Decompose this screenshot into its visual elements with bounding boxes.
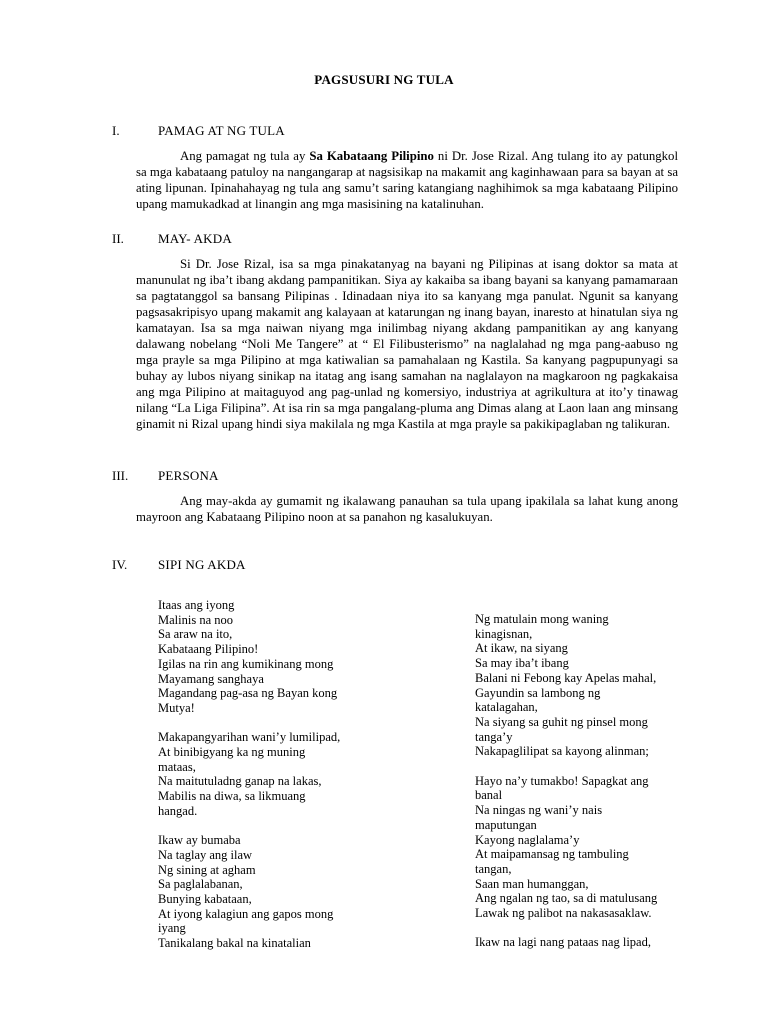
- paragraph-author: Si Dr. Jose Rizal, isa sa mga pinakatanyag na bayani ng Pilipinas at isang doktor sa mata at manunulat ng iba’t ibang akdang pampanitikan. Siya ay kakaiba sa ibang bayani sa kanyang pamamaraan sa pagtatanggol sa bansang Pilipinas . Idinadaan niya ito sa kanyang mga panulat. Ngunit sa kanyang pagsasakripisyo upang makamit ang kalayaan at katarungan ng inang bayan, inaresto at hinatulan siya ng kamatayan. Isa sa mga naiwan niyang mga inilimbag niyang akdang pampanitikan ay ang kanyang dalawang nobelang “Noli Me Tangere” at “ El Filibusterismo” na naglalahad ng mga pang-aabuso ng mga prayle sa mga Pilipino at mga katiwalian sa pamahalaan ng Kastila. Sa kanyang pagpupunyagi sa buhay ay lubos niyang sinikap na itatag ang isang samahan na naglalayon na magkaroon ng pagkakaisa ang mga Pilipino at maitaguyod ang pag-unlad ng komersiyo, industriya at agrikultura at ito’y tinawag nilang “La Liga Filipina”. At isa rin sa mga pangalang-pluma ang Dimas alang at Laon laan ang minsang ginamit ni Rizal upang hindi siya makilala ng mga Kastila at mga prayle sa pakikipaglaban ng talikuran.: [136, 257, 678, 431]
- poem-column-left: [158, 598, 340, 951]
- poem-line: Itaas ang iyong: [158, 598, 235, 612]
- section-number-3: III.: [112, 468, 129, 483]
- poem-line: Ikaw ay bumaba: [158, 833, 241, 848]
- poem-line: hangad.: [158, 803, 198, 818]
- poem-line: Sa may iba’t ibang: [475, 656, 569, 671]
- poem-line: Bunying kabataan,: [158, 892, 252, 907]
- section-number-4: IV.: [112, 557, 128, 572]
- poem-line: [158, 819, 340, 834]
- poem-line: Gayundin sa lambong ng: [475, 685, 601, 700]
- poem-line: Kayong naglalama’y: [475, 832, 580, 847]
- poem-line: Lawak ng palibot na nakasasaklaw.: [475, 906, 652, 921]
- poem-column-right: [475, 612, 657, 950]
- poem-line: Makapangyarihan wani’y lumilipad,: [158, 730, 341, 745]
- paragraph-text: ni Dr. Jose Rizal. Ang tulang ito ay patungkol sa mga kabataang patuloy na nangangarap at nagsisikap na makamit ang kaginhawaan para sa bayan at sa ating lipunan. Ipinahahayag ng tula ang samu’t saring katangiang naghihimok sa mga kabataang Pilipino upang mamukadkad at linangin ang mga masisining na katalinuhan.: [136, 149, 679, 211]
- poem-line: iyang: [158, 921, 186, 936]
- poem-line: kinagisnan,: [475, 626, 533, 641]
- poem-line: Ang ngalan ng tao, sa di matulusang: [475, 891, 658, 906]
- poem-line: banal: [475, 788, 503, 803]
- poem-line: At maipamansag ng tambuling: [475, 847, 629, 862]
- document-title: PAGSUSURI NG TULA: [314, 72, 454, 87]
- poem-line: Ikaw na lagi nang pataas nag lipad,: [475, 935, 651, 950]
- section-heading-excerpt: SIPI NG AKDA: [158, 557, 246, 572]
- poem-line: At ikaw, na siyang: [475, 641, 568, 656]
- poem-line: Hayo na’y tumakbo! Sapagkat ang: [475, 773, 649, 788]
- poem-line: Na ningas ng wani’y nais: [475, 803, 603, 818]
- paragraph-text: Ang pamagat ng tula ay: [180, 149, 310, 163]
- poem-line: tangan,: [475, 861, 512, 876]
- poem-line: Nakapaglilipat sa kayong alinman;: [475, 744, 649, 759]
- poem-line: Magandang pag-asa ng Bayan kong: [158, 686, 338, 701]
- poem-line: Sa araw na ito,: [158, 627, 233, 642]
- poem-line: Igilas na rin ang kumikinang mong: [158, 656, 334, 671]
- poem-line: Kabataang Pilipino!: [158, 642, 259, 657]
- section-number-2: II.: [112, 231, 124, 246]
- poem-line: Sa paglalabanan,: [158, 877, 243, 892]
- poem-line: Ng sining at agham: [158, 862, 256, 877]
- poem-line: Mayamang sanghaya: [158, 671, 264, 686]
- poem-line: At binibigyang ka ng muning: [158, 745, 306, 760]
- poem-line: Na maitutuladng ganap na lakas,: [158, 774, 322, 789]
- poem-line: Balani ni Febong kay Apelas mahal,: [475, 670, 657, 685]
- paragraph-persona: Ang may-akda ay gumamit ng ikalawang panauhan sa tula upang ipakilala sa lahat kung anong mayroon ang Kabataang Pilipino noon at sa panahon ng kasalukuyan.: [136, 494, 678, 524]
- poem-line: Na siyang sa guhit ng pinsel mong: [475, 714, 648, 729]
- poem-line: mataas,: [158, 759, 196, 774]
- section-heading-persona: PERSONA: [158, 468, 219, 483]
- poem-line: tanga’y: [475, 729, 513, 744]
- poem-line: Tanikalang bakal na kinatalian: [158, 936, 311, 951]
- section-heading-title-of-poem: PAMAG AT NG TULA: [158, 123, 285, 138]
- section-number-1: I.: [112, 123, 120, 138]
- poem-line: [475, 759, 657, 774]
- poem-line: Mutya!: [158, 700, 195, 715]
- poem-title-bold: Sa Kabataang Pilipino: [309, 149, 434, 163]
- poem-line: Malinis na noo: [158, 612, 233, 627]
- poem-line: Ng matulain mong waning: [475, 612, 609, 626]
- poem-line: [475, 921, 657, 936]
- paragraph-title-of-poem: [136, 148, 678, 212]
- poem-line: Saan man humanggan,: [475, 876, 589, 891]
- poem-line: At iyong kalagiun ang gapos mong: [158, 906, 334, 921]
- poem-line: Na taglay ang ilaw: [158, 847, 253, 862]
- poem-line: maputungan: [475, 817, 537, 832]
- section-heading-author: MAY- AKDA: [158, 231, 232, 246]
- poem-line: [158, 716, 340, 731]
- poem-line: Mabilis na diwa, sa likmuang: [158, 789, 306, 804]
- poem-line: katalagahan,: [475, 700, 538, 715]
